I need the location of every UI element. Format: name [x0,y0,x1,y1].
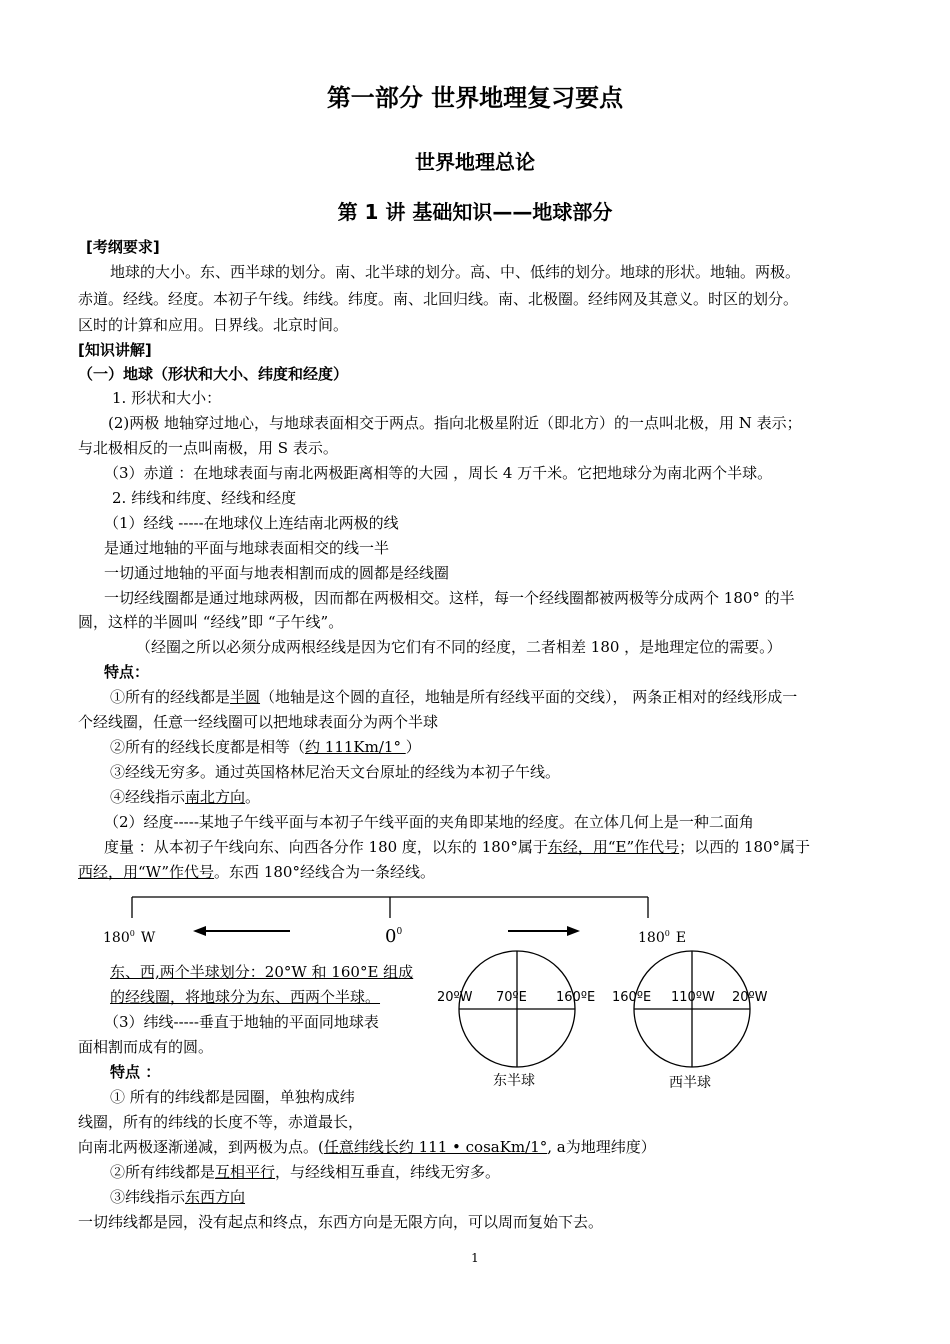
page-title: 第一部分 世界地理复习要点 [326,84,624,112]
label-180e: $180^0$ E [638,929,687,946]
meridian-line-cont: 圆，这样的半圆叫 “经线”即 “子午线”。 [78,613,344,631]
poles-text: (2)两极 地轴穿过地心，与地球表面相交于两点。指向北极星附近（即北方）的一点叫北极，用 N 表示； [108,414,802,432]
latitude-definition-cont: 面相割而成有的圆。 [78,1038,214,1056]
meridian-line: 一切通过地轴的平面与地表相割而成的圆都是经线圈 [104,564,450,582]
item-shape-size: 1. 形状和大小： [112,389,222,407]
meridian-feature-2: ②所有的经线长度都是相等（约 111Km/1° ） [110,738,421,756]
latitude-feature-3: ③纬线指示东西方向 [110,1188,246,1206]
label-180w: $180^0$ W [103,929,156,946]
arrow-west-head [193,926,206,936]
latitude-feature-1: ① 所有的纬线都是园圈，单独构成纬 [110,1088,355,1106]
meridian-line: 是通过地轴的平面与地球表面相交的线一半 [104,539,390,557]
latitude-definition: （3）纬线-----垂直于地轴的平面同地球表 [104,1013,379,1031]
latitude-closing: 一切纬线都是园，没有起点和终点，东西方向是无限方向，可以周而复始下去。 [78,1213,604,1231]
east-hemisphere-caption: 东半球 [493,1073,535,1089]
latitude-feature-1-cont: 线圈，所有的纬线的长度不等，赤道最长， [78,1113,364,1131]
meridian-feature-1: ①所有的经线都是半圆（地轴是这个圆的直径，地轴是所有经线平面的交线）， 两条正相对的经线形成一 [110,688,798,706]
latitude-feature-1-formula: 向南北两极逐渐递减，到两极为点。(任意纬线长约 111 • cosaKm/1°, a为地理纬度） [78,1138,656,1156]
latitude-features-label: 特点 ： [110,1063,161,1081]
item-lat-long: 2. 纬线和纬度、经线和经度 [112,489,297,507]
hemisphere-note-cont: 的经线圈，将地球分为东、西两个半球。 [110,988,381,1006]
syllabus-heading: [考纲要求] [86,238,160,256]
syllabus-line: 赤道。经线。经度。本初子午线。纬线。纬度。南、北回归线。南、北极圈。经纬网及其意义。时区的划分。 [78,290,799,308]
lecture-title: 第 1 讲 基础知识——地球部分 [337,200,613,224]
east-label-70e: 70ºE [496,990,527,1005]
syllabus-line: 区时的计算和应用。日界线。北京时间。 [78,316,349,334]
features-label: 特点： [104,663,150,681]
west-label-20w: 20ºW [732,990,768,1005]
meridian-definition: （1）经线 -----在地球仪上连结南北两极的线 [104,514,399,532]
longitude-definition: （2）经度-----某地子午线平面与本初子午线平面的夹角即某地的经度。在立体几何上是一种二面角 [104,813,754,831]
east-label-160e: 160ºE [556,990,596,1005]
section-heading: （一）地球（形状和大小、纬度和经度） [78,365,349,383]
meridian-feature-3: ③经线无穷多。通过英国格林尼治天文台原址的经线为本初子午线。 [110,763,561,781]
poles-text-cont: 与北极相反的一点叫南极，用 S 表示。 [78,439,338,457]
latitude-feature-2: ②所有纬线都是互相平行，与经线相互垂直，纬线无穷多。 [110,1163,501,1181]
east-label-20w: 20ºW [437,990,473,1005]
meridian-line: 一切经线圈都是通过地球两极，因而都在两极相交。这样，每一个经线圈都被两极等分成两个 180° 的半 [104,589,795,607]
subtitle: 世界地理总论 [415,150,535,174]
arrow-east-head [567,926,580,936]
meridian-feature-1-cont: 个经线圈，任意一经线圈可以把地球表面分为两个半球 [78,713,439,731]
west-label-160e: 160ºE [612,990,652,1005]
hemisphere-note: 东、西,两个半球划分：20°W 和 160°E 组成 [110,963,414,981]
page-number: 1 [471,1251,479,1265]
equator-text: （3）赤道 ：在地球表面与南北两极距离相等的大园 ，周长 4 万千米。它把地球分为南北两个半球。 [104,464,773,482]
longitude-text-cont: 西经，用“W”作代号。东西 180°经线合为一条经线。 [78,863,435,881]
label-0: $0^0$ [385,926,403,947]
longitude-text: 度量 ：从本初子午线向东、向西各分作 180 度，以东的 180°属于东经，用“E”作代号；以西的 180°属于 [104,838,811,856]
knowledge-heading: [知识讲解] [78,341,152,359]
meridian-feature-4: ④经线指示南北方向。 [110,788,261,806]
meridian-note: （经圈之所以必须分成两根经线是因为它们有不同的经度，二者相差 180 ，是地理定位的需要。） [136,638,782,656]
west-label-110w: 110ºW [671,990,715,1005]
syllabus-line: 地球的大小。东、西半球的划分。南、北半球的划分。高、中、低纬的划分。地球的形状。地轴。两极。 [110,263,801,281]
west-hemisphere-caption: 西半球 [669,1075,711,1091]
